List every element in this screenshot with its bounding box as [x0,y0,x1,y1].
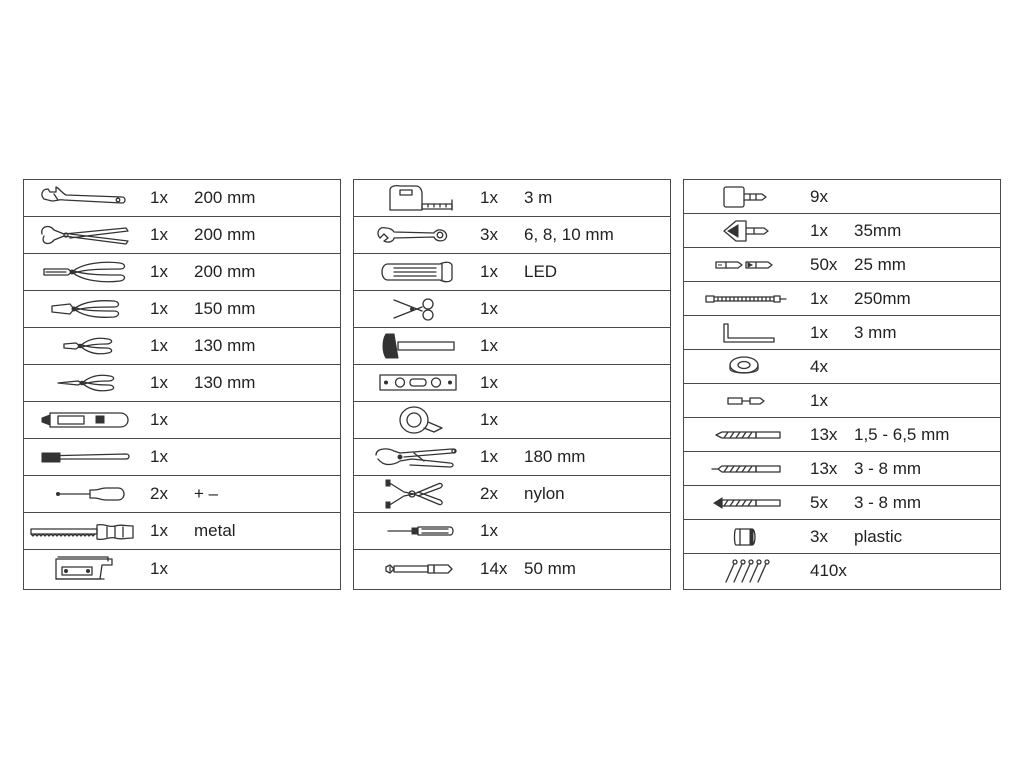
list-item [684,486,1000,520]
quantity: 410x [810,561,847,580]
wall-plug-icon [688,520,800,553]
quantity: 1x [480,447,498,466]
quantity: 1x [150,558,168,578]
specification: 200 mm [194,262,256,281]
specification: 150 mm [194,299,256,318]
quantity: 1x [810,390,828,410]
washer-icon [688,350,800,383]
screwdriver-icon [28,476,140,512]
specification: 3 - 8 mm [854,492,922,512]
quantity: 4x [810,356,828,376]
list-item [24,217,340,254]
specification: + – [194,484,219,503]
tool-list-column-3 [683,179,1001,590]
wood-drill-bit-icon [688,452,800,485]
specification: LED [524,262,558,281]
specification: 1,5 - 6,5 mm [854,424,950,444]
tool-list-column-2 [353,179,671,590]
specification: 6, 8, 10 mm [524,225,614,244]
quantity: 1x [480,373,498,392]
quantity: 2x [480,484,498,503]
countersink-icon [688,214,800,247]
list-item [684,214,1000,248]
list-item [354,550,670,587]
list-item [24,291,340,328]
quantity: 1x [480,299,498,318]
staple-gun-icon [28,550,140,587]
list-item [684,248,1000,282]
list-item [24,550,340,587]
list-item [684,180,1000,214]
specification: 250mm [854,288,911,308]
list-item [354,180,670,217]
list-item [354,291,670,328]
utility-knife-icon [28,402,140,438]
side-cutter-pliers-icon [28,291,140,327]
socket-adapter-icon [688,180,800,213]
quantity: 50x [810,254,838,274]
quantity: 1x [150,373,168,392]
specification: 180 mm [524,447,586,466]
flashlight-icon [358,254,470,290]
specification: 3 m [524,188,553,207]
list-item [684,384,1000,418]
flexible-extension-icon [688,282,800,315]
list-item [354,439,670,476]
quantity: 1x [150,299,168,318]
list-item [24,402,340,439]
list-item [24,513,340,550]
list-item [684,452,1000,486]
scissors-icon [358,291,470,327]
quantity: 1x [480,336,498,355]
list-item [354,254,670,291]
list-item [354,476,670,513]
quantity: 1x [150,262,168,281]
list-item [24,439,340,476]
list-item [684,418,1000,452]
quantity: 1x [480,410,498,429]
quantity: 9x [810,186,828,206]
list-item [24,365,340,402]
tape-measure-icon [358,180,470,216]
list-item [354,328,670,365]
quantity: 1x [810,322,828,342]
specification: 3 mm [854,322,897,342]
quantity: 1x [480,521,498,540]
quantity: 5x [810,492,828,512]
screwdriver-bit-long-icon [358,550,470,587]
combination-wrench-icon [358,217,470,253]
list-item [684,520,1000,554]
specification: 130 mm [194,336,256,355]
specification: metal [194,521,236,540]
quantity: 3x [480,225,498,244]
masonry-drill-bit-icon [688,486,800,519]
tool-list-column-1 [23,179,341,590]
quantity: 3x [810,526,828,546]
specification: 25 mm [854,254,906,274]
quantity: 1x [150,336,168,355]
spring-clamp-icon [358,476,470,512]
quantity: 1x [150,447,168,466]
specification: 3 - 8 mm [854,458,922,478]
wire-brush-icon [28,439,140,475]
mini-pliers-icon [28,328,140,364]
list-item [684,350,1000,384]
hammer-icon [358,328,470,364]
quantity: 1x [480,188,498,207]
needle-nose-pliers-icon [28,365,140,401]
list-item [354,513,670,550]
quantity: 1x [150,225,168,244]
locking-pliers-icon [358,439,470,475]
quantity: 2x [150,484,168,503]
specification: plastic [854,526,903,546]
bit-holder-screwdriver-icon [358,513,470,549]
hand-saw-icon [28,513,140,549]
water-pump-pliers-icon [28,217,140,253]
hex-key-icon [688,316,800,349]
list-item [24,180,340,217]
list-item [684,316,1000,350]
list-item [24,328,340,365]
specification: 130 mm [194,373,256,392]
quantity: 1x [150,410,168,429]
quantity: 1x [810,220,828,240]
specification: nylon [524,484,565,503]
screwdriver-bits-icon [688,248,800,281]
specification: 200 mm [194,188,256,207]
screws-icon [688,554,800,588]
list-item [24,476,340,513]
adjustable-wrench-icon [28,180,140,216]
specification: 200 mm [194,225,256,244]
list-item [24,254,340,291]
quantity: 14x [480,558,508,578]
insulating-tape-icon [358,402,470,438]
quantity: 1x [810,288,828,308]
quantity: 13x [810,458,838,478]
list-item [684,554,1000,588]
list-item [354,365,670,402]
list-item [354,217,670,254]
specification: 35mm [854,220,902,240]
combination-pliers-icon [28,254,140,290]
specification: 50 mm [524,558,576,578]
quantity: 1x [480,262,498,281]
quantity: 1x [150,521,168,540]
list-item [354,402,670,439]
quantity: 1x [150,188,168,207]
hss-drill-bit-icon [688,418,800,451]
list-item [684,282,1000,316]
quantity: 13x [810,424,838,444]
bit-holder-icon [688,384,800,417]
spirit-level-icon [358,365,470,401]
